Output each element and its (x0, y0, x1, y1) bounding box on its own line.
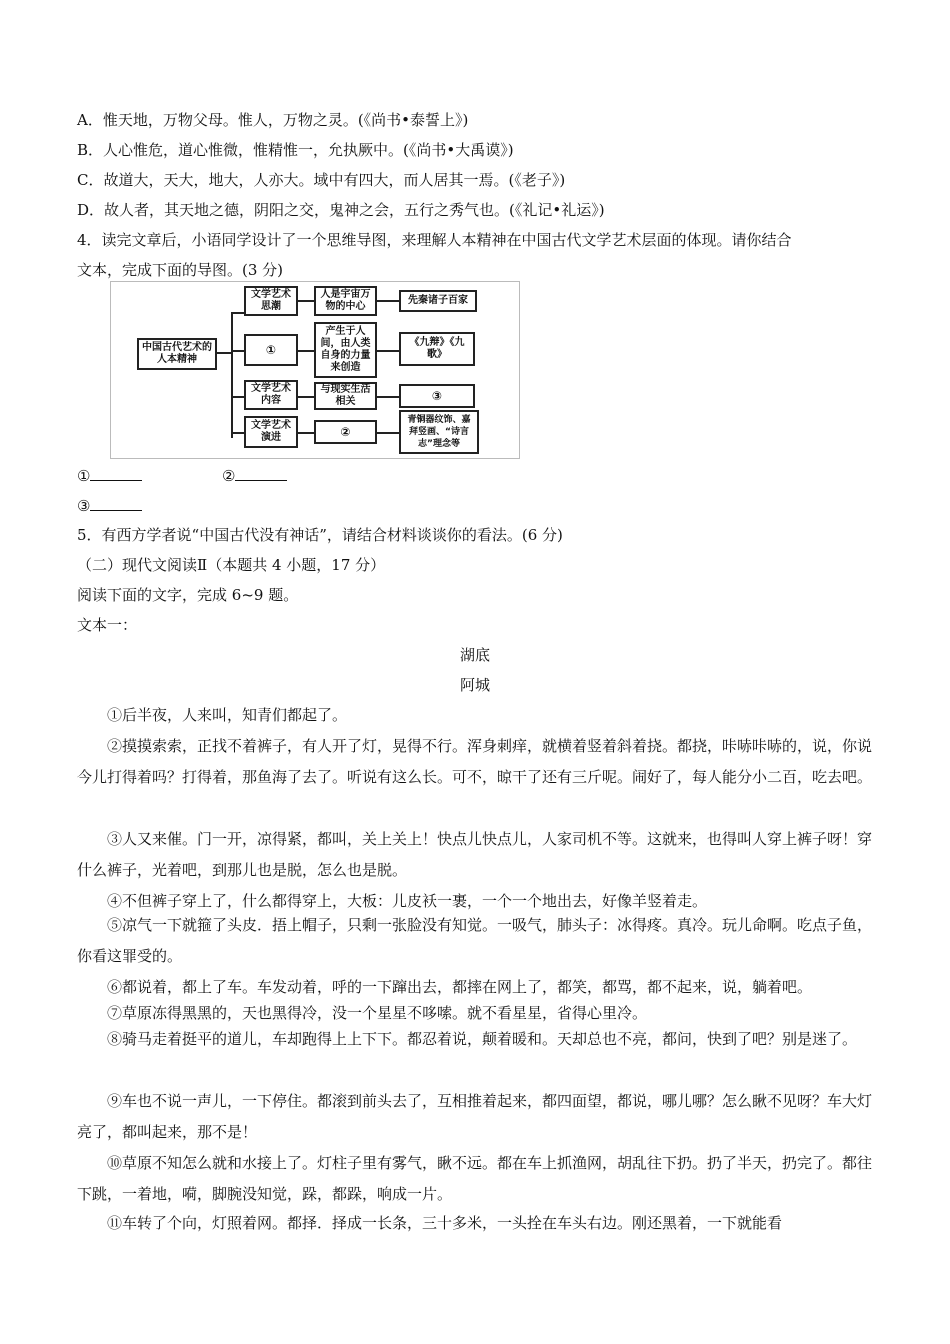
question-4-line1: 4．读完文章后，小语同学设计了一个思维导图，来理解人本精神在中国古代文学艺术层面的体现。请你结合 (77, 231, 792, 249)
answer-3-label: ③ (77, 497, 91, 515)
mindmap-branch-3-mid: 与现实生活相关 (314, 382, 377, 410)
root-connector (215, 352, 233, 354)
trunk-line (231, 312, 233, 438)
paragraph-5: ⑤凉气一下就箍了头皮．捂上帽子，只剩一张脸没有知觉。一吸气，肺头子：冰得疼。真冷。玩儿命啊。吃点子鱼，你看这罪受的。 (77, 916, 873, 965)
option-d: D．故人者，其天地之德，阴阳之交，鬼神之会，五行之秀气也。(《礼记•礼运》) (77, 201, 605, 219)
story-author: 阿城 (459, 676, 490, 694)
paragraph-11: ⑪车转了个向，灯照着网。都择．择成一长条，三十多米，一头拴在车头右边。刚还黑着，一下就能看 (107, 1214, 783, 1232)
text-label: 文本一： (77, 616, 138, 634)
mindmap-branch-4: 文学艺术演进 (244, 416, 298, 448)
answer-row-1 (77, 465, 287, 486)
mindmap-branch-4-blank: ② (314, 420, 377, 444)
mindmap-branch-2-blank: ① (244, 334, 298, 366)
branch4-connector (231, 432, 244, 434)
b4-link-a (298, 432, 314, 434)
section-heading: （二）现代文阅读Ⅱ（本题共 4 小题，17 分） (77, 556, 386, 574)
answer-row-2 (77, 495, 142, 516)
answer-2-blank[interactable] (235, 465, 287, 481)
mind-map-figure (110, 281, 520, 459)
mindmap-branch-2-right: 《九辩》《九歌》 (399, 332, 475, 366)
b2-link-a (298, 350, 314, 352)
paragraph-3: ③人又来催。门一开，凉得紧，都叫，关上关上！快点儿快点儿，人家司机不等。这就来，也得叫人穿上裤子呀！穿什么裤子，光着吧，到那儿也是脱，怎么也是脱。 (77, 830, 873, 879)
question-4-line2: 文本，完成下面的导图。(3 分) (77, 261, 284, 279)
b1-link-a (298, 300, 314, 302)
option-c: C．故道大，天大，地大，人亦大。域中有四大，而人居其一焉。(《老子》) (77, 171, 566, 189)
paragraph-2: ②摸摸索索，正找不着裤子，有人开了灯，晃得不行。浑身刺痒，就横着竖着斜着挠。都挠，咔哧咔哧的，说，你说今儿打得着吗？打得着，那鱼海了去了。听说有这么长。可不，晾干了还有三斤呢。闹好了，每人能分小二百，吃去吧。 (77, 737, 873, 786)
paragraph-7: ⑦草原冻得黑黑的，天也黑得冷，没一个星星不哆嗦。就不看星星，省得心里冷。 (107, 1004, 648, 1022)
mindmap-root: 中国古代艺术的人本精神 (137, 338, 217, 370)
paragraph-8: ⑧骑马走着挺平的道儿，车却跑得上上下下。都忍着说，颠着暖和。天却总也不亮，都问，快到了吧？别是迷了。 (107, 1030, 858, 1048)
paragraph-1: ①后半夜，人来叫，知青们都起了。 (107, 706, 348, 724)
answer-1-label: ① (77, 467, 91, 485)
mindmap-branch-3: 文学艺术内容 (244, 380, 298, 410)
b4-link-b (377, 432, 399, 434)
branch2-connector (231, 350, 244, 352)
branch1-connector (231, 312, 244, 314)
answer-1-blank[interactable] (90, 465, 142, 481)
branch3-connector (231, 396, 244, 398)
mindmap-branch-1-right: 先秦诸子百家 (399, 290, 477, 312)
mindmap-branch-2-mid: 产生于人间，由人类自身的力量来创造 (314, 322, 377, 378)
paragraph-6: ⑥都说着，都上了车。车发动着，呼的一下蹿出去，都摔在网上了，都笑，都骂，都不起来，说，躺着吧。 (107, 978, 813, 996)
question-5: 5．有西方学者说“中国古代没有神话”，请结合材料谈谈你的看法。(6 分) (77, 526, 563, 544)
option-a: A．惟天地，万物父母。惟人，万物之灵。(《尚书•泰誓上》) (77, 111, 469, 129)
mindmap-branch-4-right: 青铜器纹饰、嘉拜竖画、“诗言志”理念等 (399, 410, 479, 454)
mindmap-branch-1: 文学艺术思潮 (244, 286, 298, 316)
paragraph-9: ⑨车也不说一声儿，一下停住。都滚到前头去了，互相推着起来，都四面望，都说，哪儿哪？怎么瞅不见呀？车大灯亮了，都叫起来，那不是！ (77, 1092, 873, 1141)
b2-link-b (377, 350, 399, 352)
answer-3-blank[interactable] (90, 495, 142, 511)
b1-link-b (377, 300, 399, 302)
mindmap-branch-1-mid: 人是宇宙万物的中心 (314, 286, 377, 316)
b3-link-b (377, 396, 399, 398)
b3-link-a (298, 396, 314, 398)
paragraph-4: ④不但裤子穿上了，什么都得穿上，大板：儿皮袄一裹，一个一个地出去，好像羊竖着走。 (107, 892, 708, 910)
answer-2-label: ② (222, 467, 236, 485)
reading-instruction: 阅读下面的文字，完成 6~9 题。 (77, 586, 299, 604)
mindmap-branch-3-blank: ③ (399, 384, 475, 408)
option-b: B．人心惟危，道心惟微，惟精惟一，允执厥中。(《尚书•大禹谟》) (77, 141, 514, 159)
story-title: 湖底 (459, 646, 490, 664)
paragraph-10: ⑩草原不知怎么就和水接上了。灯柱子里有雾气，瞅不远。都在车上抓渔网，胡乱往下扔。扔了半天，扔完了。都往下跳，一着地，嗬，脚腕没知觉，跺，都跺，响成一片。 (77, 1154, 873, 1203)
